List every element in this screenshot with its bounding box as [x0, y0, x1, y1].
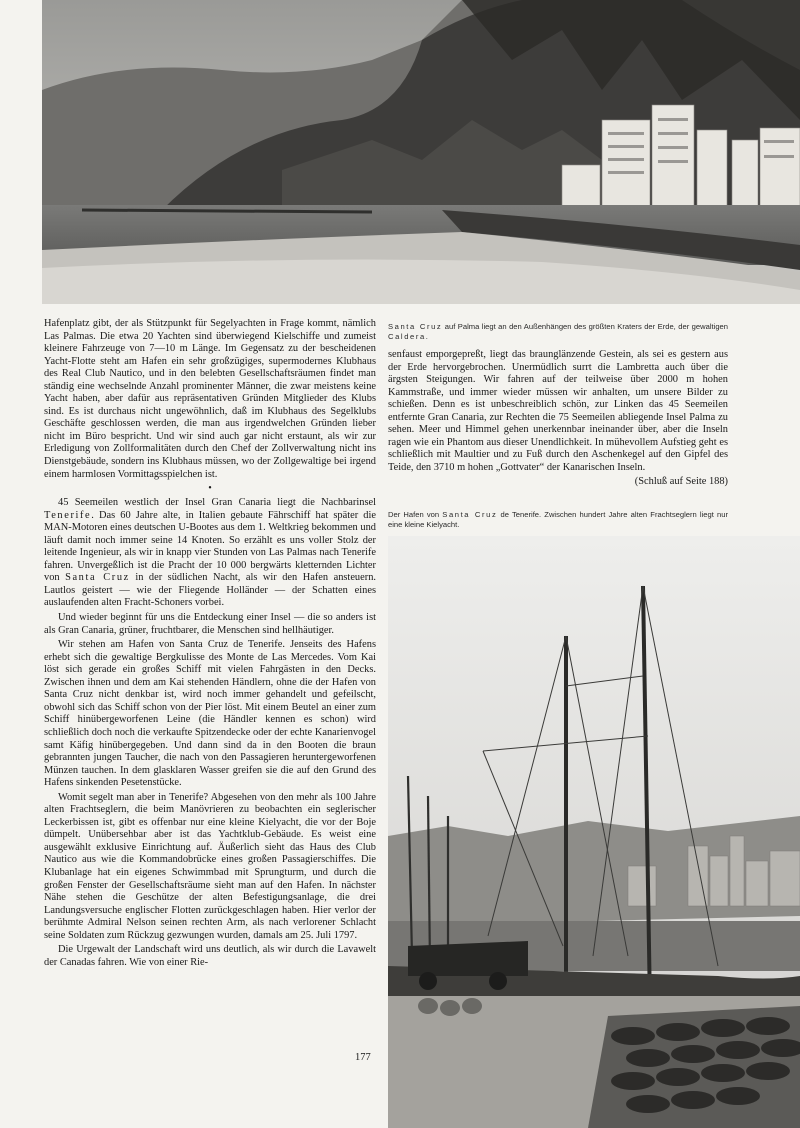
caption-caldera: Caldera: [388, 331, 426, 341]
page-number: 177: [355, 1052, 371, 1063]
paragraph: senfaust emporgepreßt, liegt das braunglänzende Gestein, als sei es gestern aus der Erde hervorgebrochen. Unermüdlich surrt die Lambretta auch über die ärgsten Steigungen. Wir fahren auf der teilweise über 2000 m hohen Kammstraße, und immer wieder müssen wir anhalten, um unsere Bilder zu schießen. Denn es ist unbeschreiblich schön, zur Linken das 45 Seemeilen entfernte Gran Canaria, zur Rechten die 75 Seemeilen abliegende Insel Palma zu sehen. Meer und Himmel gehen unerkennbar ineinander über, aber die Inseln ragen wie ein Phantom aus dieser Unendlichkeit. In mühevollem Aufstieg geht es schließlich mit Maultier und zu Fuß durch den Aschenkegel auf den Gipfel des Teide, den 3710 m hohen „Gottvater“ der Kanarischen Inseln.: [388, 349, 728, 473]
continuation-reference: (Schluß auf Seite 188): [634, 476, 728, 488]
text-run-tenerife: Tenerife: [44, 509, 92, 521]
caption-text: auf Palma liegt an den Außenhängen des größten Kraters der Erde, der gewaltigen: [442, 322, 728, 331]
photo-caption-bottom: [388, 510, 728, 529]
text-column-left: [44, 318, 376, 971]
text-run-santa-cruz: Santa Cruz: [65, 572, 130, 584]
paragraph: Wir stehen am Hafen von Santa Cruz de Tenerife. Jenseits des Hafens erhebt sich die gewaltige Bergkulisse des Monte de Las Mercedes. Vom Kai löst sich gerade ein großes Schiff mit vielen Fahrgästen in den Decks. Zwischen ihnen und dem am Kai stehenden Händlern, ohne die der Hafen von Santa Cruz nicht denkbar ist, wird noch immer gehandelt und gefeilscht, obwohl sich das Schiff schon von der Pier löst. Mit einem Beutel an einer zum Schiff hinübergeworfenen Leine (die Händler kennen es schon) wird schließlich doch noch die verkaufte Spitzendecke oder der echte Kanarienvogel samt Käfig hinübergegeben. Und dann sind da in den Booten die braun gebrannten jungen Taucher, die nach von den Passagieren heruntergeworfenen Münzen tauchen. In dem glasklaren Wasser greifen sie die auf den Grund des Hafens sinkenden Pesetenstücke.: [44, 639, 376, 789]
text-run: . Das 60 Jahre alte, in Italien gebaute Fährschiff hat später die MAN-Motoren eines deutschen U-Bootes aus dem 1. Weltkrieg bekommen und läuft damit noch immer seine 14 Knoten. So erzählt es uns voller Stolz der leitende Ingenieur, als wir in knapp vier Stunden von Las Palmas nach Tenerife fahren. Unvergeßlich ist die Pracht der 10 000 bergwärts kletternden Lichter von: [44, 509, 376, 584]
photo-caption-top: [388, 322, 728, 341]
paragraph: Womit segelt man aber in Tenerife? Abgesehen von den mehr als 100 Jahre alten Frachtseglern, die beim Manövrieren zu beobachten ein seglerischer Leckerbissen ist, gibt es offenbar nur eine kleine Kielyacht, die vor der Boje dümpelt. Unübersehbar aber ist das Yachtklub-Gebäude. Es weist eine ausgewählt exklusive Einrichtung auf. Äußerlich sieht das Haus des Club Nautico aus wie die Kommandobrücke eines großen Passagierschiffes. Die Klubanlage hat ein eigenes Schwimmbad mit Sprungturm, und durch die großen Fenster der Gesellschaftsräume sieht man auf den Hafen. In nächster Nähe stehen die Geschütze der alten Befestigungsanlage, die drei Landungsversuche englischer Flotten zurückgeschlagen haben. Hier verlor der berühmte Admiral Nelson seinen rechten Arm, als nach verlorener Schlacht seine Soldaten zum Rückzug gezwungen wurden, damals am 25. Juli 1797.: [44, 791, 376, 941]
photo-santa-cruz-palma: [42, 0, 800, 304]
section-separator: •: [208, 483, 212, 495]
caption-text: de Tenerife. Zwischen hundert Jahre alten Frachtseglern liegt nur eine kleine Kielyacht.: [388, 510, 728, 529]
photo-harbour-tenerife: [388, 536, 800, 1128]
caption-end: .: [425, 331, 428, 341]
caption-text: Der Hafen von: [388, 510, 443, 519]
paragraph: Und wieder beginnt für uns die Entdeckung einer Insel — die so anders ist als Gran Canaria, grüner, fruchtbarer, die Menschen sind hellhäutiger.: [44, 612, 376, 636]
text-run: 45 Seemeilen westlich der Insel Gran Canaria liegt die Nachbarinsel: [58, 497, 376, 509]
text-run: in der südlichen Nacht, als wir den Hafen ansteuern. Lautlos geistert — wie der Fliegende Holländer — der Schatten eines auslaufenden alten Fracht-Schoners vorbei.: [44, 572, 376, 609]
paragraph: [44, 497, 376, 610]
paragraph: Hafenplatz gibt, der als Stützpunkt für Segelyachten in Frage kommt, nämlich Las Palmas. Die etwa 20 Yachten sind überwiegend Kielschiffe und zumeist kleinere Fahrzeuge von 7—10 m Länge. Im Gegensatz zu der bescheidenen Yacht-Flotte steht am Hafen ein sehr großzügiges, supermodernes Klubhaus des Real Club Nautico, und in den belebten Gesellschaftsräumen findet man ständig eine wechselnde Anzahl prominenter Männer, die zwar meistens keine Yacht haben, aber dafür aus repräsentativen Gründen Mitglieder des Klubs sind. Es ist durchaus nicht ungewöhnlich, daß im Klubhaus des Segelklubs Geschäfte geschlossen werden, die man aus irgendwelchen Gründen lieber nicht im Büro bespricht. Und wir sind auch gar nicht erstaunt, als wir zur Erledigung von Zollformalitäten durch den Chef der Zollverwaltung nicht ins Dienstgebäude, sondern ins Klubhaus müssen, wo der Zollgewaltige bei irgend einem harmlosen Vormittagsspielchen ist.: [44, 318, 376, 480]
paragraph: Die Urgewalt der Landschaft wird uns deutlich, als wir durch die Lavawelt der Canadas fahren. Wie von einer Rie-: [44, 944, 376, 968]
text-column-right: [388, 349, 728, 491]
caption-place-name: Santa Cruz: [442, 510, 498, 519]
caption-place-name: Santa Cruz: [388, 322, 443, 331]
